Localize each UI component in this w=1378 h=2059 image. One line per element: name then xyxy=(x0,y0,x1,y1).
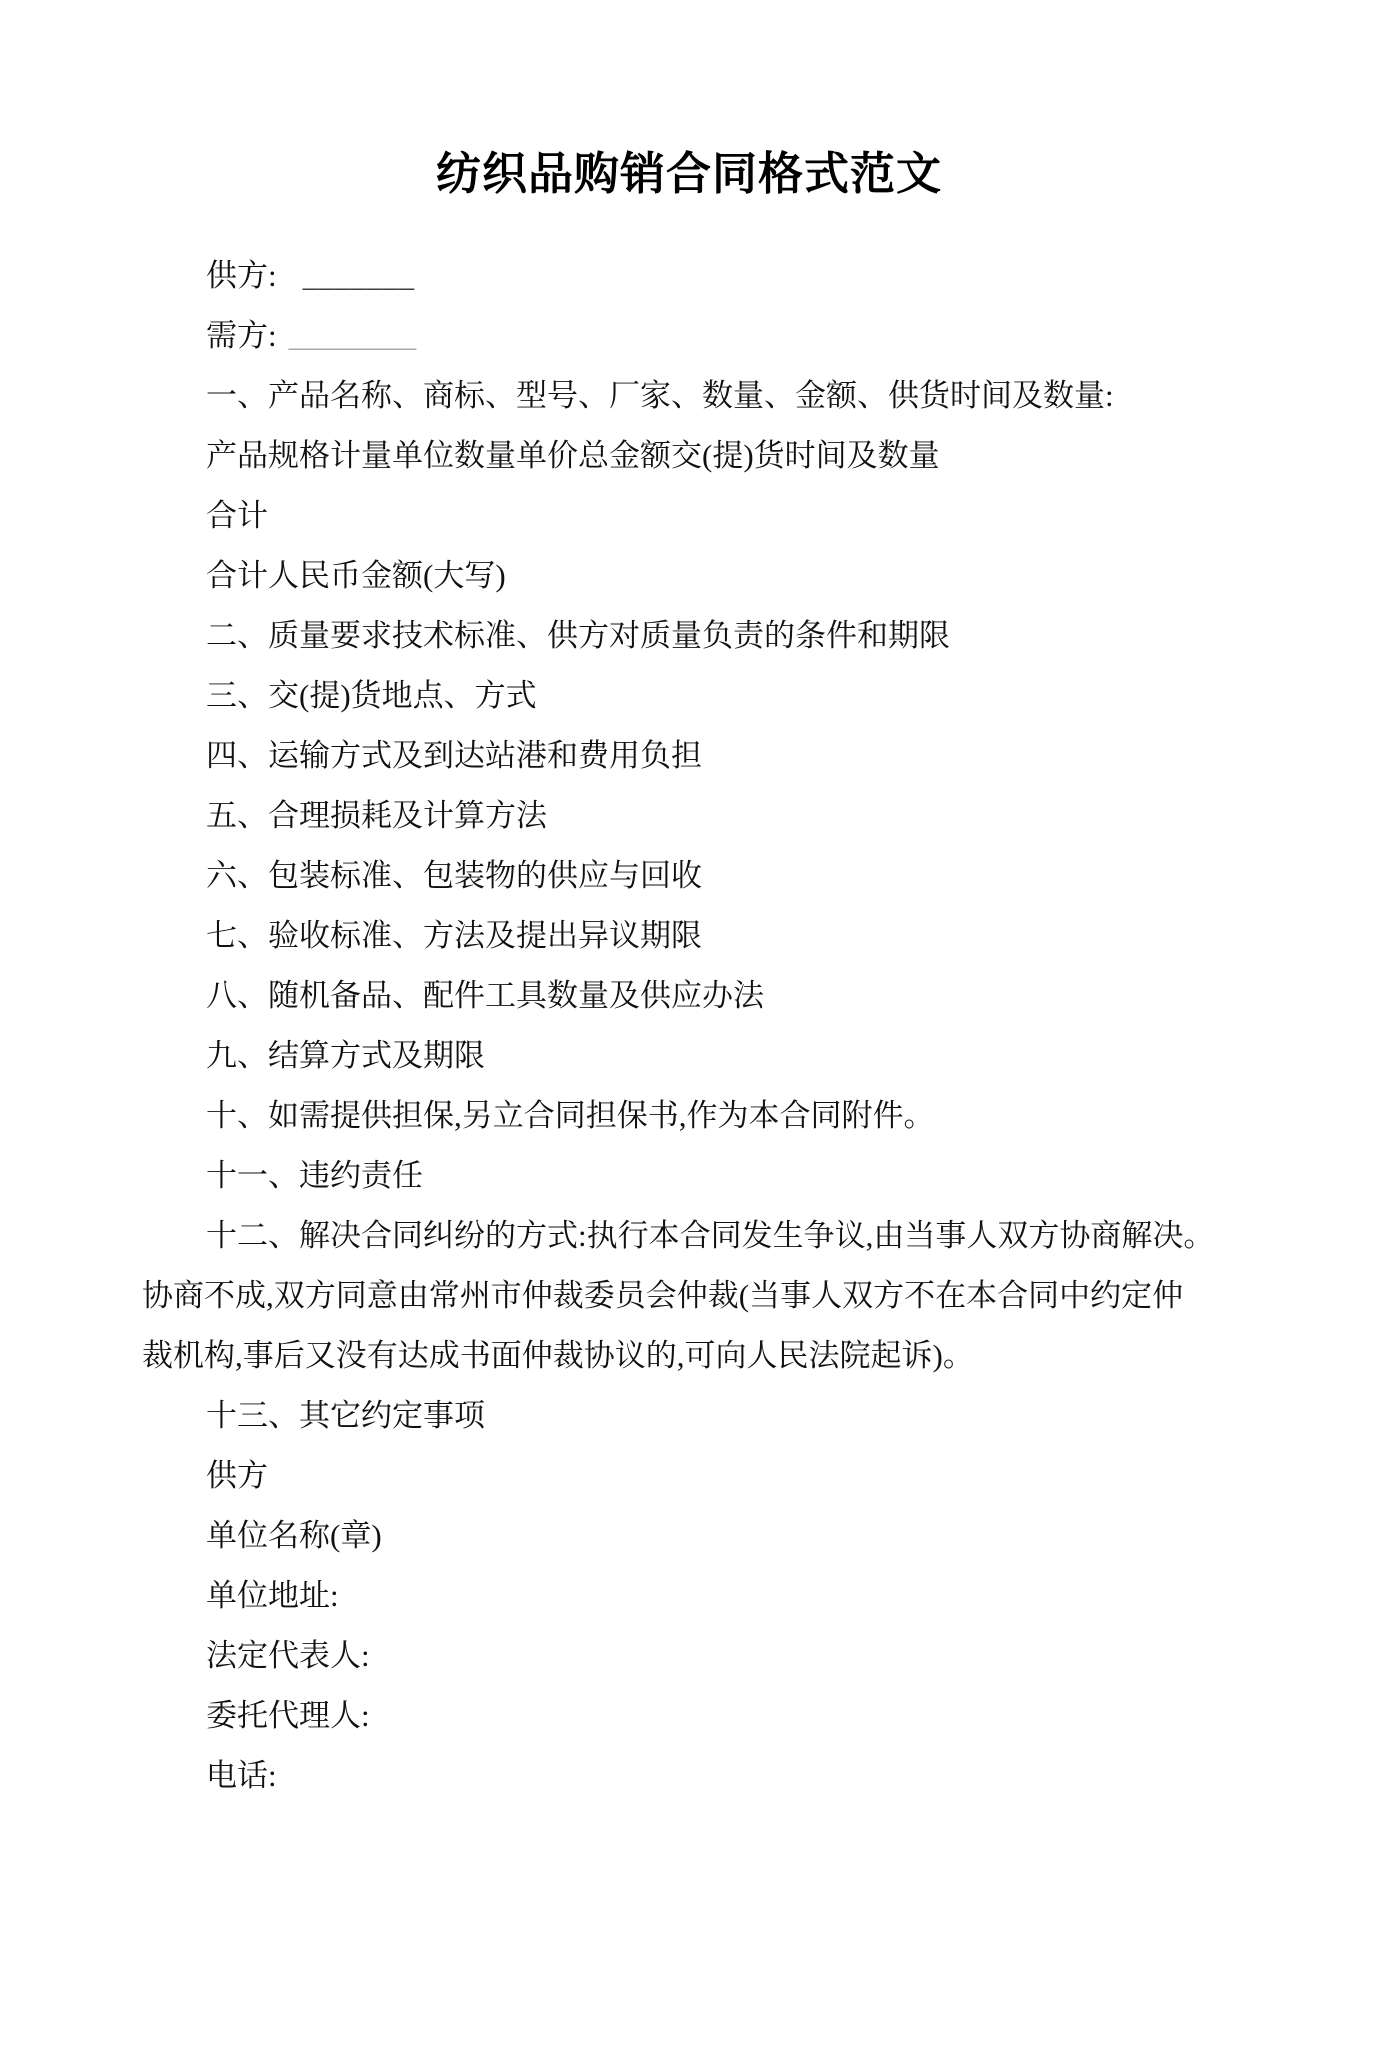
buyer-blank: ________ xyxy=(288,318,417,353)
paragraph: 四、运输方式及到达站港和费用负担 xyxy=(206,738,702,773)
paragraph: 十二、解决合同纠纷的方式:执行本合同发生争议,由当事人双方协商解决。 xyxy=(206,1218,1215,1253)
paragraph: 单位地址: xyxy=(206,1578,339,1613)
paragraph: 八、随机备品、配件工具数量及供应办法 xyxy=(206,978,764,1013)
paragraph: 十一、违约责任 xyxy=(206,1158,423,1193)
paragraph: 六、包装标准、包装物的供应与回收 xyxy=(206,858,702,893)
buyer-label: 需方: xyxy=(206,318,277,353)
paragraph: 合计人民币金额(大写) xyxy=(206,558,506,593)
document-title: 纺织品购销合同格式范文 xyxy=(435,149,942,199)
paragraph: 合计 xyxy=(206,498,268,533)
paragraph: 一、产品名称、商标、型号、厂家、数量、金额、供货时间及数量: xyxy=(206,378,1114,413)
paragraph: 裁机构,事后又没有达成书面仲裁协议的,可向人民法院起诉)。 xyxy=(142,1338,974,1373)
paragraph: 供方 xyxy=(206,1458,268,1493)
paragraph: 产品规格计量单位数量单价总金额交(提)货时间及数量 xyxy=(206,438,940,473)
paragraph: 五、合理损耗及计算方法 xyxy=(206,798,547,833)
document-body xyxy=(142,246,1252,1806)
paragraph: 七、验收标准、方法及提出异议期限 xyxy=(206,918,702,953)
supplier-label: 供方: xyxy=(206,258,277,293)
supplier-blank: _______ xyxy=(302,258,415,293)
paragraph: 二、质量要求技术标准、供方对质量负责的条件和期限 xyxy=(206,618,950,653)
buyer-line xyxy=(142,306,1252,366)
paragraph: 法定代表人: xyxy=(206,1638,370,1673)
paragraph: 单位名称(章) xyxy=(206,1518,382,1553)
paragraph: 九、结算方式及期限 xyxy=(206,1038,485,1073)
paragraph: 十三、其它约定事项 xyxy=(206,1398,485,1433)
paragraph: 十、如需提供担保,另立合同担保书,作为本合同附件。 xyxy=(206,1098,935,1133)
supplier-line xyxy=(142,246,1252,306)
paragraph: 协商不成,双方同意由常州市仲裁委员会仲裁(当事人双方不在本合同中约定仲 xyxy=(142,1278,1184,1313)
paragraph: 委托代理人: xyxy=(206,1698,370,1733)
paragraph: 三、交(提)货地点、方式 xyxy=(206,678,537,713)
paragraph: 电话: xyxy=(206,1758,277,1793)
